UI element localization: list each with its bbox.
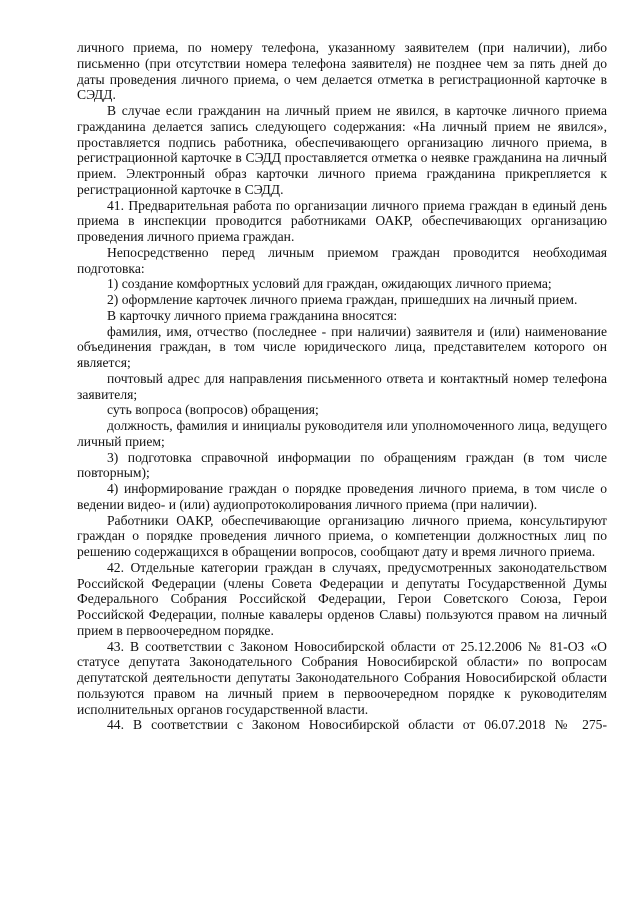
paragraph-42: 42. Отдельные категории граждан в случаях, предусмотренных законодательством Российской Федерации (члены Совета Федерации и депутаты Государственной Думы Федерального Собрания Российской Федерации, Герои Советского Союза, Герои Российской Федерации, полные кавалеры орденов Славы) пользуются правом на личный прием в первоочередном порядке. [77, 559, 607, 638]
list-item-3: 3) подготовка справочной информации по обращениям граждан (в том числе повторным); [77, 449, 607, 481]
paragraph-41: 41. Предварительная работа по организации личного приема граждан в единый день приема в инспекции проводится работниками ОАКР, обеспечивающих организацию проведения личного приема граждан. [77, 197, 607, 244]
paragraph-no-show: В случае если гражданин на личный прием не явился, в карточке личного приема гражданина делается запись следующего содержания: «На личный прием не явился», проставляется подпись работника, обеспечивающего организацию личного приема, в регистрационной карточке в СЭДД проставляется отметка о неявке гражданина на личный прием. Электронный образ карточки личного приема гражданина прикрепляется к регистрационной карточке в СЭДД. [77, 103, 607, 197]
paragraph-44: 44. В соответствии с Законом Новосибирской области от 06.07.2018 № 275- [107, 717, 607, 733]
paragraph-43: 43. В соответствии с Законом Новосибирской области от 25.12.2006 № 81-ОЗ «О статусе депутата Законодательного Собрания Новосибирской области» по вопросам депутатской деятельности депутаты Законодательного Собрания Новосибирской области пользуются правом на личный прием в первоочередном порядке к руководителям исполнительных органов государственной власти. [77, 638, 607, 717]
document-page [77, 40, 607, 733]
card-field-subject: суть вопроса (вопросов) обращения; [107, 402, 319, 418]
list-item-2: 2) оформление карточек личного приема граждан, пришедших на личный прием. [107, 292, 578, 307]
card-field-name: фамилия, имя, отчество (последнее - при наличии) заявителя и (или) наименование объединения граждан, в том числе юридического лица, представителем которого он является; [77, 323, 607, 370]
list-item-4: 4) информирование граждан о порядке проведения личного приема, в том числе о ведении видео- и (или) аудиопротоколирования личного приема (при наличии). [77, 481, 607, 512]
list-item-1: 1) создание комфортных условий для граждан, ожидающих личного приема; [107, 276, 552, 292]
paragraph-card-contents: В карточку личного приема гражданина вносятся: [107, 307, 398, 323]
paragraph-continuation: личного приема, по номеру телефона, указанному заявителем (при наличии), либо письменно (при отсутствии номера телефона заявителя) не позднее чем за пять дней до даты проведения личного приема, о чем делается отметка в регистрационной карточке в СЭДД. [77, 40, 607, 103]
paragraph-consultation: Работники ОАКР, обеспечивающие организацию личного приема, консультируют граждан о порядке проведения личного приема, о компетенции должностных лиц по решению содержащихся в обращении вопросов, сообщают дату и время личного приема. [77, 512, 607, 559]
card-field-official: должность, фамилия и инициалы руководителя или уполномоченного лица, ведущего личный прием; [77, 418, 607, 449]
paragraph-preparation: Непосредственно перед личным приемом граждан проводится необходимая подготовка: [77, 244, 607, 276]
card-field-address: почтовый адрес для направления письменного ответа и контактный номер телефона заявителя; [77, 370, 607, 402]
